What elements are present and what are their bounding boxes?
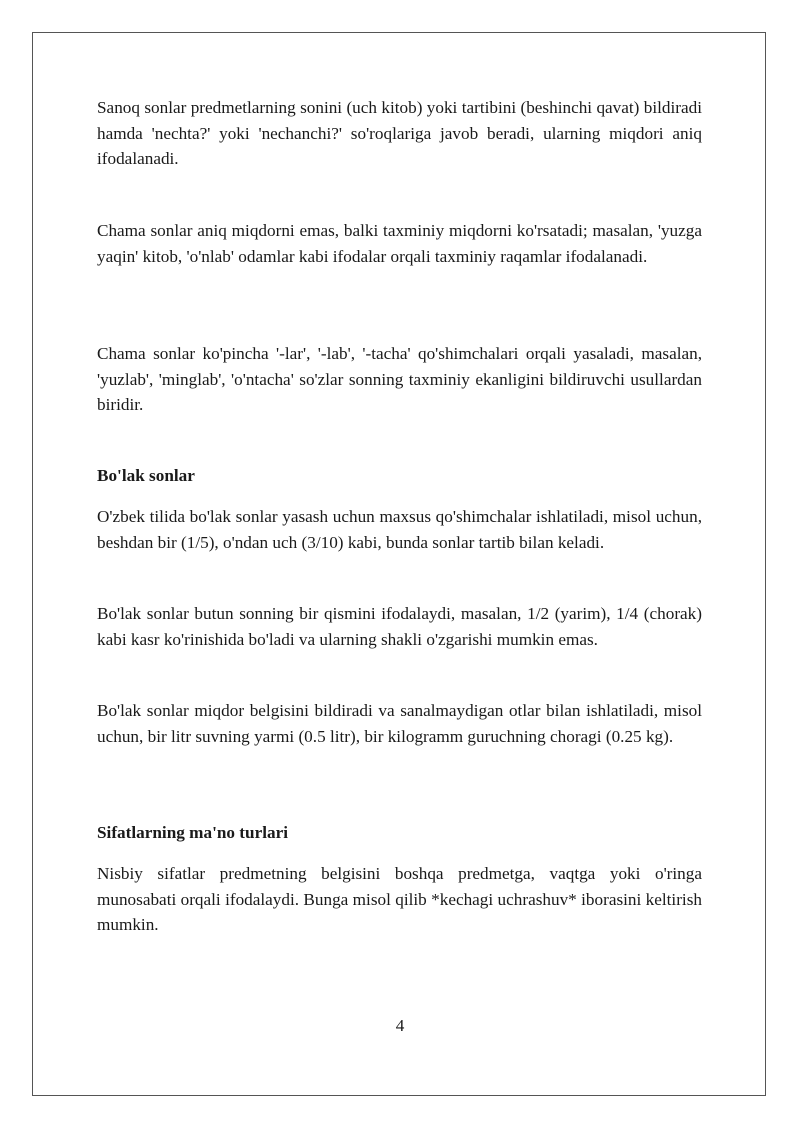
paragraph-chama-sonlar-definition: Chama sonlar aniq miqdorni emas, balki taxminiy miqdorni ko'rsatadi; masalan, 'yuzga yaqin' kitob, 'o'nlab' odamlar kabi ifodalar orqali taxminiy raqamlar ifodalanadi. xyxy=(97,221,702,266)
page-number: 4 xyxy=(395,1016,405,1035)
heading-sifatlarning-mano-turlari: Sifatlarning ma'no turlari xyxy=(97,823,288,842)
paragraph-chama-sonlar-formation: Chama sonlar ko'pincha '-lar', '-lab', '-tacha' qo'shimchalari orqali yasaladi, masalan, 'yuzlab', 'minglab', 'o'ntacha' so'zlar sonning taxminiy ekanligini bildiruvchi usullardan biridir. xyxy=(97,344,702,414)
heading-bolak-sonlar: Bo'lak sonlar xyxy=(97,466,195,485)
paragraph-sanoq-sonlar: Sanoq sonlar predmetlarning sonini (uch kitob) yoki tartibini (beshinchi qavat) bildiradi hamda 'nechta?' yoki 'nechanchi?' so'roqlariga javob beradi, ularning miqdori aniq ifodalanadi. xyxy=(97,98,702,168)
paragraph-bolak-sonlar-suffixes: O'zbek tilida bo'lak sonlar yasash uchun maxsus qo'shimchalar ishlatiladi, misol uchun, beshdan bir (1/5), o'ndan uch (3/10) kabi, bunda sonlar tartib bilan keladi. xyxy=(97,507,702,552)
paragraph-bolak-sonlar-usage: Bo'lak sonlar miqdor belgisini bildiradi va sanalmaydigan otlar bilan ishlatiladi, misol uchun, bir litr suvning yarmi (0.5 litr), bir kilogramm guruchning choragi (0.25 kg). xyxy=(97,701,702,746)
paragraph-nisbiy-sifatlar: Nisbiy sifatlar predmetning belgisini boshqa predmetga, vaqtga yoki o'ringa munosabati orqali ifodalaydi. Bunga misol qilib *kechagi uchrashuv* iborasini keltirish mumkin. xyxy=(97,864,702,934)
paragraph-bolak-sonlar-fractions: Bo'lak sonlar butun sonning bir qismini ifodalaydi, masalan, 1/2 (yarim), 1/4 (chorak) kabi kasr ko'rinishida bo'ladi va ularning shakli o'zgarishi mumkin emas. xyxy=(97,604,702,649)
